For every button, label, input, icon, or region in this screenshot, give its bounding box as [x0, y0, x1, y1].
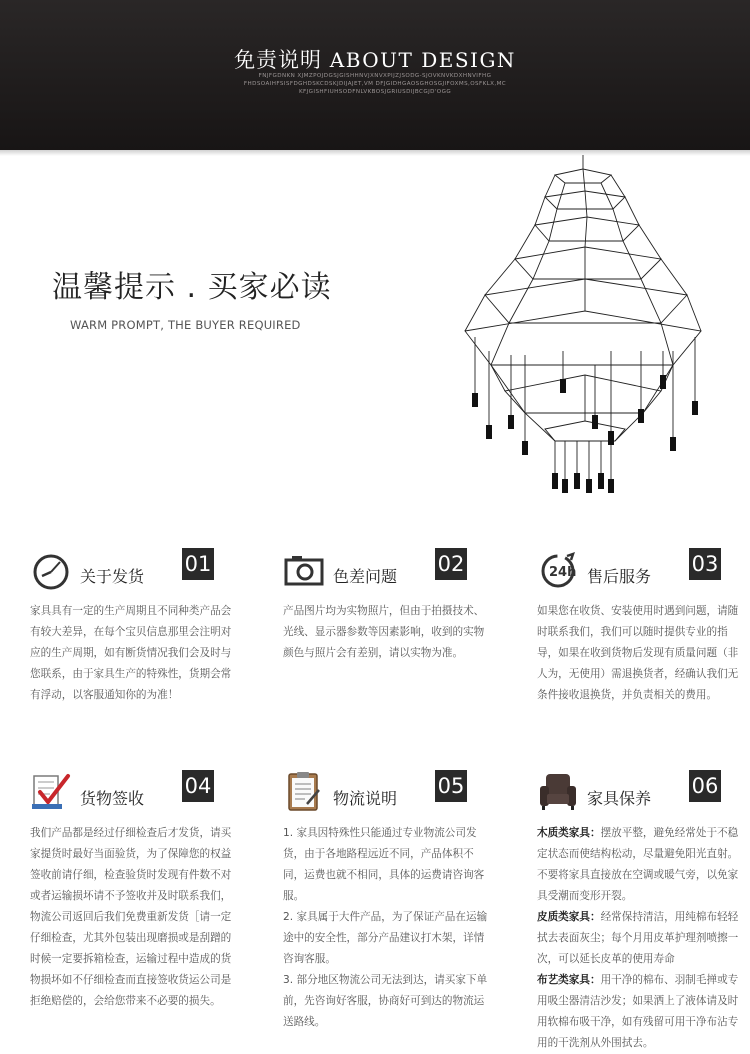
header-banner — [0, 0, 750, 150]
camera-icon — [283, 548, 325, 590]
care-paragraph-leather — [537, 907, 742, 970]
header-title-en: ABOUT DESIGN — [329, 48, 516, 72]
notice-subtitle: WARM PROMPT, THE BUYER REQUIRED — [70, 318, 301, 332]
24h-service-icon — [537, 548, 579, 590]
card-logistics — [283, 770, 498, 1030]
svg-text:24h: 24h — [549, 565, 577, 580]
card-body — [30, 823, 235, 1012]
header-sub-line: FNJFGDNKN XJMZPOJDGSJGISHHNVJXNVXPIJZJSODG-SJOVKNVKDXHNVIFHG — [258, 73, 492, 79]
card-after-sales — [537, 548, 750, 728]
armchair-icon — [537, 770, 579, 812]
care-text: 用干净的棉布、羽制毛掸或专用吸尘器清洁沙发；如果洒上了液体请及时用软棉布吸干净，如有残留可用干净布沾专用的干洗剂从外围拭去。 — [537, 974, 739, 1049]
card-paragraph: 2. 家具属于大件产品，为了保证产品在运输途中的安全性，部分产品建议打木架，详情咨询客服。 — [283, 911, 488, 965]
care-text: 经常保持清洁，用纯棉布轻轻拭去表面灰尘；每个月用皮革护理剂喷擦一次，可以延长皮革的使用寿命 — [537, 911, 739, 965]
card-paragraph: 3. 部分地区物流公司无法到达，请买家下单前，先咨询好客服，协商好可到达的物流运送路线。 — [283, 974, 488, 1028]
card-paragraph: 如果您在收货、安装使用时遇到问题，请随时联系我们，我们可以随时提供专业的指导，如果在收到货物后发现有质量问题（非人为，无使用）需退换货者，经确认我们无条件接收退换货，并负责相关的费用。 — [537, 605, 739, 701]
card-number: 03 — [689, 548, 721, 580]
chandelier-image — [455, 155, 715, 505]
card-number: 01 — [182, 548, 214, 580]
card-paragraph: 家具具有一定的生产周期且不同种类产品会有较大差异，在每个宝贝信息那里会注明对应的生产周期，如有断货情况我们会及时与您联系，由于家具生产的特殊性，货期会常有浮动，以客服通知你的为准！ — [30, 605, 232, 701]
header-title — [0, 44, 750, 74]
notice-title: 温馨提示 . 买家必读 — [52, 270, 332, 305]
card-body — [283, 601, 488, 664]
card-number: 06 — [689, 770, 721, 802]
card-body — [537, 601, 742, 706]
care-paragraph-wood — [537, 823, 742, 907]
card-title: 货物签收 — [80, 789, 145, 808]
clock-icon — [30, 548, 72, 590]
card-body — [30, 601, 235, 706]
card-paragraph: 1. 家具因特殊性只能通过专业物流公司发货，由于各地路程远近不同，产品体积不同，运费也就不相同，具体的运费请咨询客服。 — [283, 827, 485, 902]
care-label: 木质类家具： — [537, 827, 601, 839]
card-receipt — [30, 770, 245, 1030]
header-sub-line: KFJGISHFIUHSODFNLVKBOSJGRIUSDIJBCGJD'OGG — [298, 89, 452, 95]
card-number: 04 — [182, 770, 214, 802]
header-title-cn: 免责说明 — [234, 48, 323, 72]
card-number: 05 — [435, 770, 467, 802]
card-paragraph: 我们产品都是经过仔细检查后才发货，请买家提货时最好当面验货，为了保障您的权益签收前请仔细，检查验货时发现有件数不对或者运输损坏请不予签收并及时联系我们，物流公司返回后我们免费重新发货［请一定仔细检查，尤其外包装出现磨损或是刮蹭的时候一定要拆箱检查，运输过程中造成的货物损坏如不仔细检查而直接签收货运公司是拒绝赔偿的，会给您带来不必要的损失。 — [30, 827, 232, 1007]
card-title: 售后服务 — [587, 567, 652, 586]
header-sub-line: FHDSOAIHFSISFDGHDSKCDSKJDIJAJET,VM DFJGIDHGAOSGHOSGJIFOXMS,OSFKLX,MC — [243, 81, 507, 87]
card-title: 家具保养 — [587, 789, 652, 808]
card-number: 02 — [435, 548, 467, 580]
care-label: 布艺类家具： — [537, 974, 601, 986]
card-title: 物流说明 — [333, 789, 398, 808]
card-body — [537, 823, 742, 1054]
clipboard-icon — [283, 770, 325, 812]
card-furniture-care — [537, 770, 750, 1049]
card-body — [283, 823, 488, 1033]
card-shipping — [30, 548, 245, 728]
card-title: 色差问题 — [333, 567, 398, 586]
care-text: 摆放平整，避免经常处于不稳定状态而使结构松动，尽量避免阳光直射。不要将家具直接放在空调或暖气旁，以免家具受潮而变形开裂。 — [537, 827, 739, 902]
care-paragraph-fabric — [537, 970, 742, 1054]
checked-box-icon — [30, 770, 72, 812]
care-label: 皮质类家具： — [537, 911, 601, 923]
card-title: 关于发货 — [80, 567, 145, 586]
card-paragraph: 产品图片均为实物照片，但由于拍摄技术、光线、显示器参数等因素影响，收到的实物颜色与照片会有差别，请以实物为准。 — [283, 605, 485, 659]
card-color-difference — [283, 548, 498, 728]
